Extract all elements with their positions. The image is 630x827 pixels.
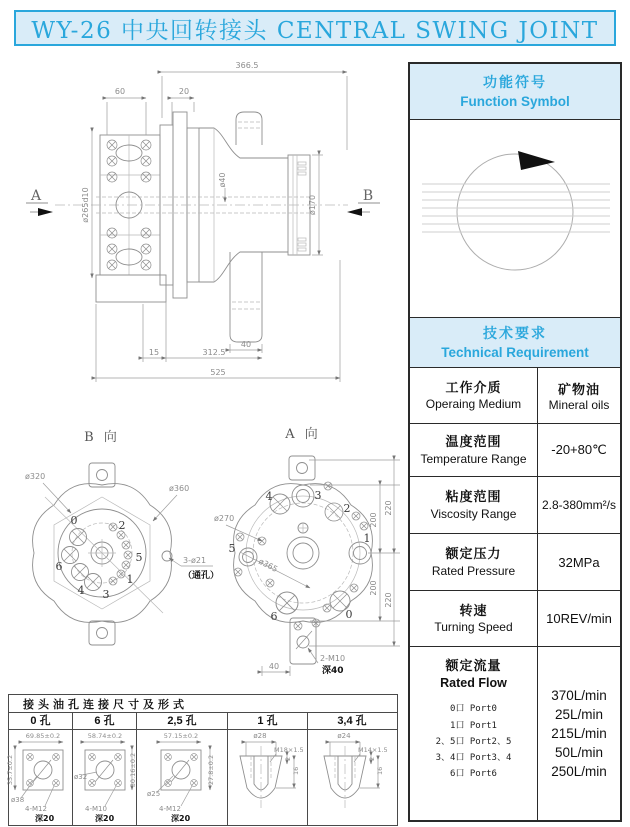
- port-line: 6口 Port6: [450, 768, 497, 779]
- rated-flow-zh: 额定流量: [445, 658, 502, 673]
- spec-value: 32MPa: [558, 554, 600, 570]
- svg-text:57.15±0.2: 57.15±0.2: [163, 732, 199, 740]
- svg-text:3: 3: [102, 588, 110, 601]
- page-title: WY-26 中央回转接头 CENTRAL SWING JOINT: [14, 10, 616, 46]
- spec-value-en: Mineral oils: [548, 398, 610, 412]
- technical-requirement-zh: 技术要求: [483, 324, 547, 341]
- flow-value: 25L/min: [554, 706, 604, 722]
- svg-text:4-M10: 4-M10: [84, 805, 107, 813]
- dim-60: 60: [114, 87, 126, 96]
- svg-text:16: 16: [376, 766, 384, 775]
- dim-170: ø170: [308, 194, 317, 216]
- holes-label: 3-ø21: [183, 556, 207, 565]
- view-b-label: B 向: [84, 430, 120, 445]
- rotation-arrow-icon: [518, 151, 555, 170]
- svg-text:4: 4: [77, 584, 85, 597]
- svg-text:2: 2: [343, 502, 351, 515]
- port-table-body: [5, 730, 397, 825]
- spec-label-en: Temperature Range: [420, 451, 527, 466]
- flow-value: 370L/min: [551, 687, 607, 703]
- svg-text:深20: 深20: [94, 814, 114, 823]
- spec-label-zh: 工作介质: [445, 379, 502, 395]
- spec-row-viscosity: [410, 477, 620, 534]
- col-header: 0 孔: [9, 713, 73, 729]
- dim-15: 15: [148, 348, 160, 357]
- spec-label-zh: 转速: [459, 602, 488, 618]
- spec-label-en: Turning Speed: [434, 620, 513, 635]
- svg-text:69.85±0.2: 69.85±0.2: [25, 732, 60, 740]
- view-b-body: [33, 463, 172, 645]
- col-header: 2,5 孔: [137, 713, 228, 729]
- technical-requirement-en: Technical Requirement: [441, 344, 589, 360]
- svg-text:深20: 深20: [34, 814, 54, 823]
- spec-row-pressure: [410, 534, 620, 591]
- port-line: 1口 Port1: [450, 720, 497, 731]
- port-table-title: 接头油孔连接尺寸及形式: [9, 695, 397, 713]
- spec-label-zh: 粘度范围: [445, 489, 502, 505]
- svg-text:M14×1.5: M14×1.5: [358, 746, 388, 754]
- view-a-drawing: [210, 420, 410, 695]
- section-a-label: A: [30, 188, 42, 204]
- rated-flow-port-list: [436, 703, 512, 780]
- function-symbol-zh: 功能符号: [483, 73, 547, 90]
- port-line: 0口 Port0: [450, 704, 497, 715]
- section-b-label: B: [362, 188, 374, 204]
- port-table-headers: [9, 713, 397, 730]
- svg-text:16: 16: [291, 766, 300, 775]
- port-1-cell: [228, 730, 308, 825]
- svg-text:200: 200: [369, 580, 378, 596]
- svg-text:0: 0: [345, 608, 353, 621]
- svg-text:4-M12: 4-M12: [159, 805, 181, 813]
- svg-text:30.16±0.2: 30.16±0.2: [128, 752, 137, 788]
- spec-row-medium: [410, 368, 620, 424]
- view-b-drawing: [5, 425, 220, 675]
- col-header: 1 孔: [228, 713, 308, 729]
- function-symbol-cell: [410, 120, 620, 318]
- spec-panel: [408, 62, 622, 822]
- svg-text:ø24: ø24: [337, 732, 351, 740]
- svg-text:6: 6: [270, 610, 278, 623]
- rated-flow-en: Rated Flow: [440, 675, 507, 690]
- svg-text:4-M12: 4-M12: [24, 805, 47, 813]
- port-0-cell: [5, 730, 73, 825]
- side-view-body: [55, 112, 348, 342]
- svg-text:2: 2: [283, 756, 292, 761]
- svg-text:2: 2: [118, 519, 126, 532]
- dim-40: ø40: [218, 172, 227, 188]
- dim-365: ø365: [257, 556, 280, 574]
- view-a-label: A 向: [285, 427, 321, 442]
- svg-text:4: 4: [265, 490, 273, 503]
- svg-text:35.7±0.2: 35.7±0.2: [5, 754, 14, 786]
- svg-text:27.8±0.2: 27.8±0.2: [207, 754, 215, 786]
- function-symbol-en: Function Symbol: [460, 93, 570, 109]
- svg-text:3: 3: [314, 489, 322, 502]
- svg-text:58.74±0.2: 58.74±0.2: [87, 732, 122, 740]
- section-mark-a: [26, 188, 53, 216]
- dim-3125: 312.5: [202, 348, 226, 357]
- dim-40-tab: 40: [268, 662, 280, 671]
- dim-20: 20: [178, 87, 190, 96]
- technical-requirement-header: [410, 318, 620, 368]
- dim-360: ø360: [169, 484, 190, 493]
- spec-label-zh: 温度范围: [445, 434, 502, 450]
- function-symbol-header: [410, 64, 620, 120]
- port-6-cell: [73, 730, 137, 825]
- spec-row-temperature: [410, 424, 620, 477]
- dim-525: 525: [210, 368, 226, 377]
- port-2-5-cell: [137, 730, 228, 825]
- spec-row-speed: [410, 591, 620, 647]
- svg-text:5: 5: [228, 542, 236, 555]
- dim-overall: 366.5: [235, 61, 259, 70]
- port-hole-table: [5, 694, 398, 826]
- flow-value: 50L/min: [554, 744, 604, 760]
- svg-text:6: 6: [55, 560, 63, 573]
- svg-text:ø32: ø32: [73, 773, 87, 781]
- depth-40: 深40: [322, 666, 344, 676]
- through-hole-label: （通孔）: [183, 571, 220, 581]
- svg-text:ø28: ø28: [252, 732, 267, 740]
- function-symbol-drawing: [410, 120, 620, 316]
- svg-text:5: 5: [135, 551, 143, 564]
- port-line: 2、5口 Port2、5: [435, 736, 512, 747]
- dim-40b: 40: [240, 340, 252, 349]
- section-mark-b: [347, 188, 380, 216]
- spec-value: 2.8-380mm²/s: [541, 498, 617, 512]
- svg-text:2: 2: [368, 756, 376, 761]
- thread-2m10: 2-M10: [320, 654, 346, 663]
- port-3-4-cell: [308, 730, 396, 825]
- spec-row-rated-flow: [410, 647, 620, 820]
- rated-flow-values: [538, 647, 620, 820]
- dim-270: ø270: [214, 514, 235, 523]
- flow-value: 215L/min: [551, 725, 607, 741]
- col-header: 3,4 孔: [337, 715, 367, 727]
- col-header: 6 孔: [73, 713, 137, 729]
- svg-text:200: 200: [369, 512, 378, 528]
- svg-text:1: 1: [126, 573, 134, 586]
- port-line: 3、4口 Port3、4: [435, 752, 512, 763]
- svg-text:220: 220: [384, 500, 393, 516]
- spec-value: 10REV/min: [546, 611, 612, 626]
- spec-label-en: Operaing Medium: [425, 397, 522, 412]
- side-view-drawing: [0, 50, 404, 400]
- spec-label-en: Viscosity Range: [430, 506, 517, 521]
- dim-320: ø320: [25, 472, 46, 481]
- svg-text:深20: 深20: [171, 814, 191, 823]
- view-a-body: [234, 456, 373, 664]
- svg-text:1: 1: [363, 532, 371, 545]
- svg-text:M18×1.5: M18×1.5: [273, 746, 304, 754]
- flow-value: 250L/min: [551, 763, 607, 779]
- svg-text:220: 220: [384, 592, 393, 608]
- dim-265: ø265d10: [81, 187, 90, 223]
- spec-label-zh: 额定压力: [445, 546, 502, 562]
- spec-value: -20+80℃: [551, 442, 607, 457]
- svg-text:ø38: ø38: [10, 796, 24, 804]
- svg-text:ø25: ø25: [147, 790, 161, 798]
- svg-text:0: 0: [70, 514, 78, 527]
- spec-value-zh: 矿物油: [557, 382, 600, 397]
- spec-label-en: Rated Pressure: [431, 563, 516, 578]
